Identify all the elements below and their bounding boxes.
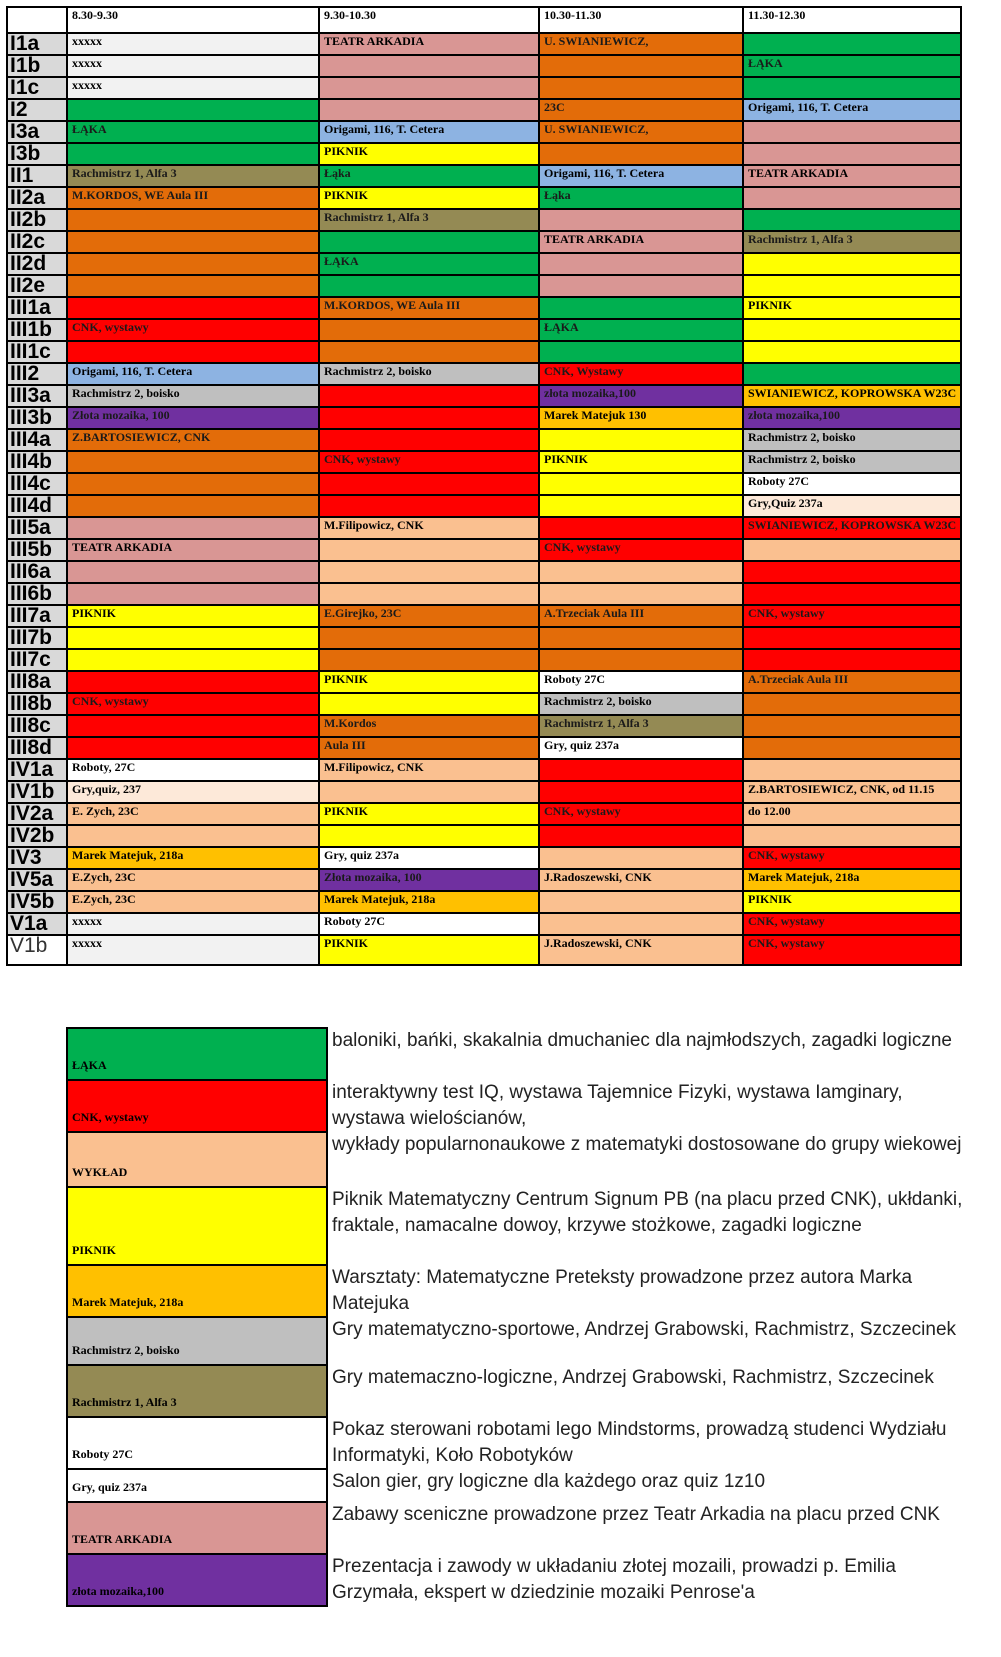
schedule-cell [319,99,539,121]
schedule-cell: CNK, wystawy [743,913,961,935]
legend-description: Salon gier, gry logiczne dla każdego oraz quiz 1z10 [332,1471,766,1492]
schedule-cell: xxxxx [67,77,319,99]
schedule-cell [67,143,319,165]
schedule-cell: PIKNIK [319,187,539,209]
class-label: III3b [7,407,67,429]
schedule-cell [319,429,539,451]
schedule-cell: CNK, wystawy [743,605,961,627]
schedule-cell: xxxxx [67,913,319,935]
schedule-row [7,275,961,297]
schedule-cell [743,737,961,759]
class-label: I1a [7,33,67,55]
legend-description: Gry matemaczno-logiczne, Andrzej Grabowski, Rachmistrz, Szczecinek [332,1367,934,1388]
schedule-cell [67,253,319,275]
schedule-cell [539,649,743,671]
schedule-cell [539,825,743,847]
class-label: II2d [7,253,67,275]
schedule-row [7,781,961,803]
schedule-cell [67,473,319,495]
schedule-row [7,385,961,407]
schedule-cell: Gry, quiz 237a [319,847,539,869]
schedule-row [7,847,961,869]
schedule-cell: xxxxx [67,935,319,965]
schedule-cell: CNK, wystawy [743,847,961,869]
legend-item [67,1317,973,1365]
schedule-cell: U. SWIANIEWICZ, [539,33,743,55]
legend-item [67,1028,973,1080]
schedule-cell [67,649,319,671]
schedule-cell: PIKNIK [539,451,743,473]
class-label: III7a [7,605,67,627]
schedule-cell [67,627,319,649]
schedule-cell [743,539,961,561]
schedule-cell: Origami, 116, T. Cetera [67,363,319,385]
schedule-cell: xxxxx [67,55,319,77]
schedule-cell: M.KORDOS, WE Aula III [319,297,539,319]
class-label: III3a [7,385,67,407]
schedule-cell [67,209,319,231]
schedule-cell: J.Radoszewski, CNK [539,869,743,891]
schedule-cell: Roboty 27C [743,473,961,495]
class-label: I3b [7,143,67,165]
schedule-cell [67,517,319,539]
class-label: II2c [7,231,67,253]
schedule-row [7,209,961,231]
class-label: IV5a [7,869,67,891]
schedule-row [7,693,961,715]
schedule-cell: Złota mozaika, 100 [67,407,319,429]
schedule-cell [539,143,743,165]
schedule-cell: ŁĄKA [743,55,961,77]
schedule-row [7,451,961,473]
schedule-cell: Marek Matejuk 130 [539,407,743,429]
schedule-cell: E.Girejko, 23C [319,605,539,627]
schedule-cell [743,209,961,231]
schedule-cell: złota mozaika,100 [743,407,961,429]
schedule-cell [319,473,539,495]
schedule-cell [67,671,319,693]
class-label: IV2a [7,803,67,825]
legend-table [66,1027,974,1607]
schedule-cell [539,275,743,297]
schedule-cell: U. SWIANIEWICZ, [539,121,743,143]
schedule-cell: M.Filipowicz, CNK [319,759,539,781]
class-label: III7b [7,627,67,649]
schedule-cell: E.Zych, 23C [67,891,319,913]
schedule-row [7,165,961,187]
schedule-cell: PIKNIK [67,605,319,627]
schedule-row [7,935,961,965]
schedule-cell [319,341,539,363]
schedule-cell: Gry,quiz, 237 [67,781,319,803]
class-label: I1b [7,55,67,77]
schedule-cell: CNK, wystawy [67,693,319,715]
schedule-cell [539,517,743,539]
class-label: III1c [7,341,67,363]
schedule-cell: Łąka [539,187,743,209]
class-label: III7c [7,649,67,671]
schedule-row [7,77,961,99]
schedule-cell: Rachmistrz 2, boisko [319,363,539,385]
legend-item [67,1502,973,1554]
schedule-cell [67,561,319,583]
schedule-row [7,649,961,671]
schedule-cell [743,825,961,847]
legend-description: Piknik Matematyczny Centrum Signum PB (na placu przed CNK), ukłdanki, fraktale, namacalne dowoy, krzywe stożkowe, zagadki logiczne [332,1189,963,1236]
schedule-row [7,473,961,495]
schedule-cell [743,187,961,209]
schedule-cell: Z.BARTOSIEWICZ, CNK [67,429,319,451]
class-label: III1a [7,297,67,319]
schedule-cell [67,495,319,517]
class-label: II2b [7,209,67,231]
schedule-cell: Rachmistrz 2, boisko [743,429,961,451]
time-slot-header: 8.30-9.30 [67,7,319,33]
schedule-cell [319,77,539,99]
schedule-cell: E. Zych, 23C [67,803,319,825]
legend-description: interaktywny test IQ, wystawa Tajemnice Fizyki, wystawa Iamginary, wystawa wielościanów, [332,1082,903,1129]
class-label: III8b [7,693,67,715]
schedule-cell [539,583,743,605]
schedule-cell [743,121,961,143]
schedule-cell: TEATR ARKADIA [539,231,743,253]
legend-item [67,1417,973,1469]
header-corner [7,7,67,33]
schedule-cell: PIKNIK [319,803,539,825]
legend-description: Pokaz sterowani robotami lego Mindstorms, prowadzą studenci Wydziału Informatyki, Koło Robotyków [332,1419,947,1466]
schedule-cell: Marek Matejuk, 218a [319,891,539,913]
schedule-row [7,319,961,341]
legend-swatch: Marek Matejuk, 218a [67,1265,327,1317]
schedule-cell: PIKNIK [743,891,961,913]
schedule-cell: CNK, wystawy [539,539,743,561]
schedule-cell: A.Trzeciak Aula III [743,671,961,693]
schedule-cell: CNK, wystawy [539,803,743,825]
class-label: I2 [7,99,67,121]
schedule-row [7,869,961,891]
schedule-cell: M.KORDOS, WE Aula III [67,187,319,209]
schedule-cell: Rachmistrz 2, boisko [743,451,961,473]
schedule-cell [539,429,743,451]
class-label: III5b [7,539,67,561]
schedule-cell [319,407,539,429]
schedule-cell: CNK, wystawy [743,935,961,965]
schedule-cell [539,495,743,517]
schedule-cell: ŁĄKA [67,121,319,143]
schedule-cell [67,341,319,363]
schedule-cell: TEATR ARKADIA [319,33,539,55]
legend-swatch: ŁĄKA [67,1028,327,1080]
schedule-cell [539,561,743,583]
schedule-cell: CNK, wystawy [67,319,319,341]
legend-swatch: Rachmistrz 1, Alfa 3 [67,1365,327,1417]
class-label: III8c [7,715,67,737]
schedule-cell [743,253,961,275]
schedule-row [7,55,961,77]
schedule-cell: ŁĄKA [319,253,539,275]
schedule-cell: Aula III [319,737,539,759]
schedule-cell: 23C [539,99,743,121]
class-label: IV1b [7,781,67,803]
schedule-cell [539,781,743,803]
schedule-row [7,33,961,55]
schedule-row [7,737,961,759]
time-slot-header: 11.30-12.30 [743,7,961,33]
schedule-row [7,495,961,517]
schedule-cell [319,583,539,605]
schedule-cell [319,385,539,407]
schedule-cell [319,319,539,341]
schedule-cell [743,693,961,715]
schedule-cell: PIKNIK [743,297,961,319]
schedule-row [7,715,961,737]
schedule-cell [743,33,961,55]
schedule-row [7,187,961,209]
schedule-cell [743,319,961,341]
schedule-cell [319,539,539,561]
schedule-cell: Rachmistrz 1, Alfa 3 [743,231,961,253]
schedule-cell: xxxxx [67,33,319,55]
schedule-cell: E.Zych, 23C [67,869,319,891]
schedule-cell [67,451,319,473]
schedule-row [7,583,961,605]
schedule-cell [539,253,743,275]
schedule-row [7,121,961,143]
schedule-row [7,803,961,825]
legend-swatch: Rachmistrz 2, boisko [67,1317,327,1365]
schedule-cell: Roboty 27C [319,913,539,935]
schedule-cell [743,583,961,605]
schedule-cell: Marek Matejuk, 218a [743,869,961,891]
schedule-cell: Rachmistrz 1, Alfa 3 [319,209,539,231]
schedule-cell: CNK, Wystawy [539,363,743,385]
schedule-cell [743,759,961,781]
legend-item [67,1080,973,1132]
schedule-cell: Origami, 116, T. Cetera [319,121,539,143]
class-label: IV2b [7,825,67,847]
schedule-cell [539,627,743,649]
schedule-cell [743,363,961,385]
schedule-row [7,429,961,451]
schedule-cell [539,913,743,935]
legend-description: baloniki, bańki, skakalnia dmuchaniec dla najmłodszych, zagadki logiczne [332,1030,952,1051]
schedule-cell [539,341,743,363]
schedule-row [7,561,961,583]
class-label: IV3 [7,847,67,869]
schedule-cell [319,781,539,803]
schedule-row [7,517,961,539]
schedule-cell [539,55,743,77]
schedule-cell: Rachmistrz 2, boisko [67,385,319,407]
time-slot-header: 10.30-11.30 [539,7,743,33]
schedule-cell: Marek Matejuk, 218a [67,847,319,869]
schedule-cell [743,649,961,671]
class-label: III5a [7,517,67,539]
legend-item [67,1265,973,1317]
schedule-cell [319,693,539,715]
legend-item [67,1365,973,1417]
schedule-cell [319,561,539,583]
header-row [7,7,961,33]
schedule-cell [539,297,743,319]
legend-item [67,1132,973,1187]
legend-description: Prezentacja i zawody w układaniu złotej mozaili, prowadzi p. Emilia Grzymała, ekspert w dziedzinie mozaiki Penrose'a [332,1556,896,1603]
schedule-row [7,891,961,913]
schedule-row [7,363,961,385]
schedule-cell: ŁĄKA [539,319,743,341]
schedule-cell [319,231,539,253]
legend-item [67,1187,973,1265]
schedule-cell [319,825,539,847]
legend-swatch: CNK, wystawy [67,1080,327,1132]
schedule-cell: PIKNIK [319,671,539,693]
schedule-row [7,297,961,319]
class-label: III6a [7,561,67,583]
schedule-cell [319,495,539,517]
schedule-cell [539,891,743,913]
schedule-cell [319,649,539,671]
schedule-cell: Rachmistrz 2, boisko [539,693,743,715]
class-label: IV5b [7,891,67,913]
schedule-cell [539,209,743,231]
legend-item [67,1469,973,1502]
class-label: III6b [7,583,67,605]
schedule-cell: TEATR ARKADIA [743,165,961,187]
schedule-cell: PIKNIK [319,143,539,165]
schedule-row [7,605,961,627]
legend-swatch: TEATR ARKADIA [67,1502,327,1554]
legend-swatch: złota mozaika,100 [67,1554,327,1606]
legend-swatch: Roboty 27C [67,1417,327,1469]
legend-item [67,1554,973,1606]
schedule-cell: M.Filipowicz, CNK [319,517,539,539]
schedule-cell [67,715,319,737]
schedule-row [7,759,961,781]
time-slot-header: 9.30-10.30 [319,7,539,33]
schedule-cell [743,561,961,583]
schedule-cell [67,825,319,847]
class-label: I3a [7,121,67,143]
class-label: III8d [7,737,67,759]
schedule-row [7,143,961,165]
class-label: III8a [7,671,67,693]
schedule-row [7,341,961,363]
schedule-cell: CNK, wystawy [319,451,539,473]
schedule-cell: Gry,Quiz 237a [743,495,961,517]
legend-description: wykłady popularnonaukowe z matematyki dostosowane do grupy wiekowej [332,1134,962,1155]
schedule-cell [539,473,743,495]
schedule-cell [743,143,961,165]
class-label: III4b [7,451,67,473]
schedule-cell [67,275,319,297]
schedule-cell: Z.BARTOSIEWICZ, CNK, od 11.15 [743,781,961,803]
schedule-cell [743,627,961,649]
class-label: II2e [7,275,67,297]
schedule-cell: Roboty, 27C [67,759,319,781]
schedule-cell [67,297,319,319]
schedule-cell: PIKNIK [319,935,539,965]
schedule-cell [67,737,319,759]
schedule-cell [539,77,743,99]
schedule-cell: Rachmistrz 1, Alfa 3 [67,165,319,187]
schedule-cell [743,275,961,297]
class-label: IV1a [7,759,67,781]
schedule-cell [539,759,743,781]
legend-swatch: WYKŁAD [67,1132,327,1187]
schedule-cell: Origami, 116, T. Cetera [743,99,961,121]
class-label: III4c [7,473,67,495]
schedule-cell: Łąka [319,165,539,187]
schedule-table [6,6,962,966]
class-label: II1 [7,165,67,187]
class-label: V1a [7,913,67,935]
schedule-cell: złota mozaika,100 [539,385,743,407]
schedule-row [7,231,961,253]
legend-swatch: Gry, quiz 237a [67,1469,327,1502]
schedule-row [7,825,961,847]
schedule-cell: Złota mozaika, 100 [319,869,539,891]
class-label: V1b [7,935,67,965]
schedule-cell: M.Kordos [319,715,539,737]
schedule-row [7,407,961,429]
legend-swatch: PIKNIK [67,1187,327,1265]
schedule-cell: J.Radoszewski, CNK [539,935,743,965]
schedule-cell: A.Trzeciak Aula III [539,605,743,627]
class-label: II2a [7,187,67,209]
schedule-cell [67,99,319,121]
schedule-cell [539,847,743,869]
legend-description: Warsztaty: Matematyczne Preteksty prowadzone przez autora Marka Matejuka [332,1267,913,1314]
schedule-cell [743,715,961,737]
schedule-cell: Roboty 27C [539,671,743,693]
schedule-row [7,627,961,649]
schedule-cell: SWIANIEWICZ, KOPROWSKA W23C [743,385,961,407]
schedule-cell [319,275,539,297]
schedule-row [7,99,961,121]
class-label: I1c [7,77,67,99]
schedule-cell: Origami, 116, T. Cetera [539,165,743,187]
legend-description: Zabawy sceniczne prowadzone przez Teatr Arkadia na placu przed CNK [332,1504,940,1525]
schedule-cell [319,55,539,77]
schedule-cell: Gry, quiz 237a [539,737,743,759]
schedule-cell: TEATR ARKADIA [67,539,319,561]
schedule-row [7,671,961,693]
schedule-cell: Rachmistrz 1, Alfa 3 [539,715,743,737]
schedule-row [7,539,961,561]
schedule-cell [743,341,961,363]
schedule-cell: do 12.00 [743,803,961,825]
schedule-cell [67,231,319,253]
schedule-cell [319,627,539,649]
class-label: III1b [7,319,67,341]
schedule-cell: SWIANIEWICZ, KOPROWSKA W23C [743,517,961,539]
schedule-row [7,253,961,275]
class-label: III4a [7,429,67,451]
class-label: III4d [7,495,67,517]
schedule-row [7,913,961,935]
schedule-cell [67,583,319,605]
class-label: III2 [7,363,67,385]
schedule-cell [743,77,961,99]
legend-description: Gry matematyczno-sportowe, Andrzej Grabowski, Rachmistrz, Szczecinek [332,1319,957,1340]
